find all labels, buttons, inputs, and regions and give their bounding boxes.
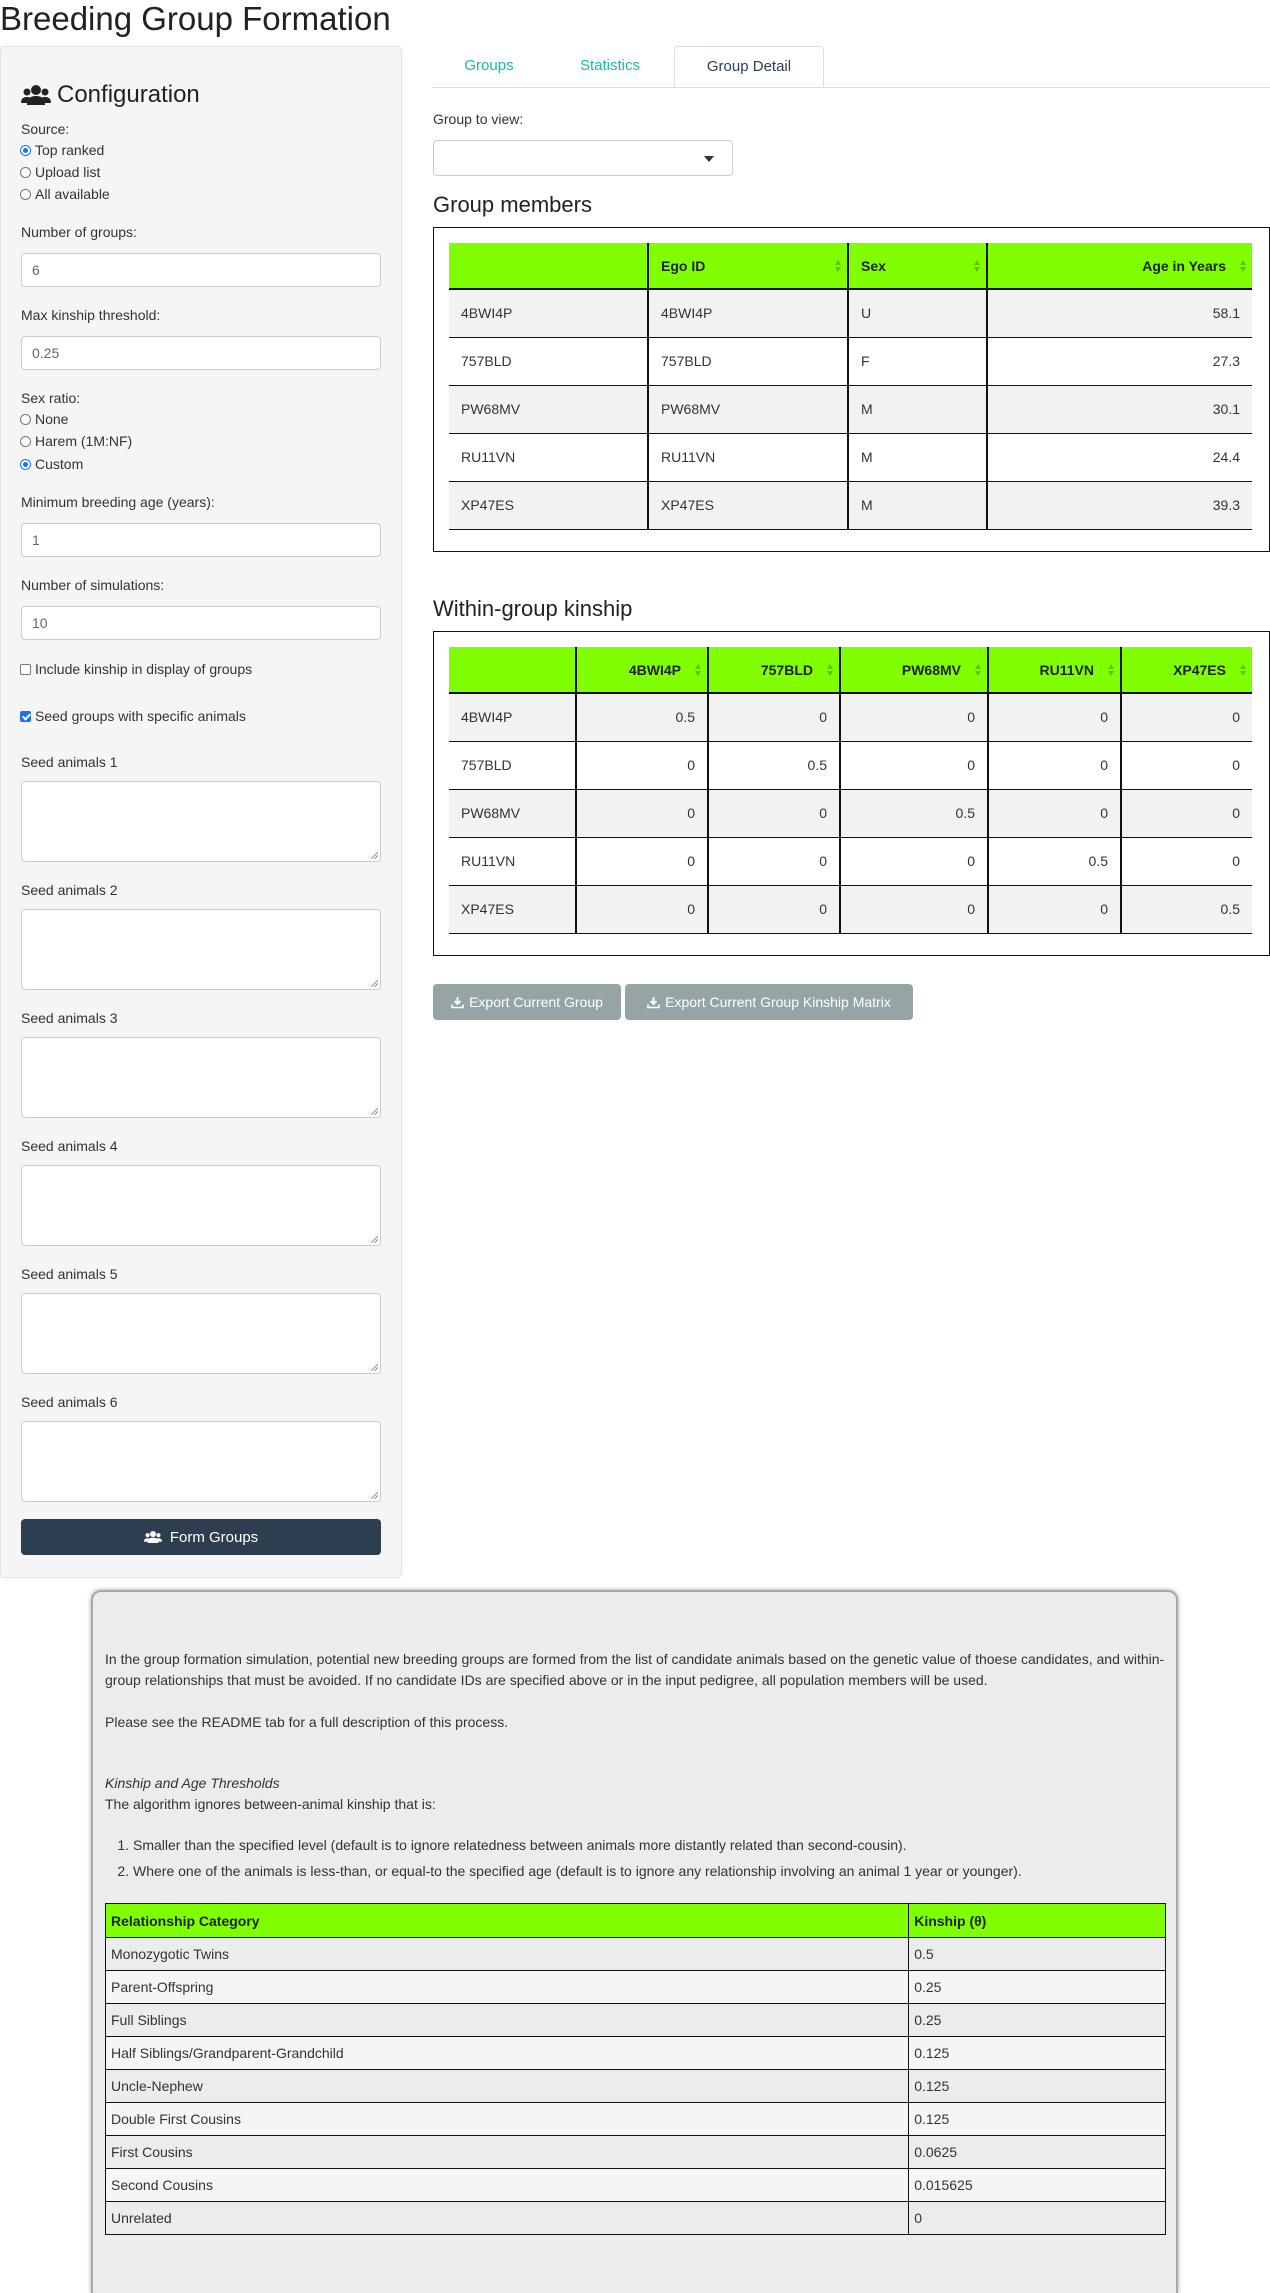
tab-groups[interactable]: Groups (464, 57, 514, 74)
table-cell: 0 (840, 837, 988, 885)
table-row (106, 2103, 1166, 2136)
sex-ratio-option-custom[interactable]: Custom (20, 456, 83, 472)
column-header-ru11vn[interactable]: RU11VN (988, 647, 1121, 693)
table-cell: PW68MV (449, 789, 576, 837)
include-kinship-checkbox[interactable]: Include kinship in display of groups (20, 661, 252, 677)
column-header-age[interactable]: Age in Years (987, 243, 1252, 289)
table-cell: M (848, 481, 987, 529)
table-cell: 27.3 (987, 337, 1252, 385)
num-groups-input[interactable]: 6 (21, 253, 381, 287)
min-age-label: Minimum breeding age (years): (21, 494, 215, 510)
table-cell: 0.125 (909, 2103, 1166, 2136)
tab-statistics[interactable]: Statistics (579, 57, 640, 74)
table-cell: Unrelated (106, 2202, 909, 2235)
table-row (449, 789, 1252, 837)
table-cell: Parent-Offspring (106, 1971, 909, 2004)
sort-icon[interactable] (1240, 260, 1246, 273)
export-kinship-matrix-button[interactable]: Export Current Group Kinship Matrix (625, 984, 913, 1020)
table-cell: 0 (1121, 837, 1252, 885)
source-option-upload-list[interactable]: Upload list (20, 164, 100, 180)
table-cell: Second Cousins (106, 2169, 909, 2202)
table-cell: 0 (708, 885, 840, 933)
table-row (106, 2037, 1166, 2070)
table-cell: 0.25 (909, 1971, 1166, 2004)
table-row (449, 385, 1252, 433)
table-cell: 0.5 (576, 693, 708, 741)
table-cell: 0.5 (988, 837, 1121, 885)
export-current-group-button[interactable]: Export Current Group (433, 984, 621, 1020)
table-cell: 0.5 (840, 789, 988, 837)
thresholds-list (105, 1832, 1173, 1884)
table-cell: F (848, 337, 987, 385)
table-cell: First Cousins (106, 2136, 909, 2169)
source-label: Source: (21, 121, 70, 137)
seed-animals-1-label: Seed animals 1 (21, 754, 118, 770)
min-age-input[interactable]: 1 (21, 523, 381, 557)
sort-icon[interactable] (974, 260, 980, 273)
readme-paragraph: Please see the README tab for a full description of this process. (105, 1714, 509, 1730)
table-row (106, 1971, 1166, 2004)
table-cell: Half Siblings/Grandparent-Grandchild (106, 2037, 909, 2070)
table-cell: 0.25 (909, 2004, 1166, 2037)
table-cell: PW68MV (648, 385, 848, 433)
table-row (449, 885, 1252, 933)
table-cell: RU11VN (449, 433, 648, 481)
page-title: Breeding Group Formation (0, 0, 391, 37)
table-cell: 0 (988, 741, 1121, 789)
seed-animals-4-label: Seed animals 4 (21, 1138, 118, 1154)
group-select-label: Group to view: (433, 111, 524, 127)
table-cell: 4BWI4P (449, 693, 576, 741)
radio-icon[interactable] (20, 414, 31, 425)
checkbox-icon[interactable] (20, 664, 31, 675)
kinship-heading: Within-group kinship (433, 596, 633, 621)
table-cell: 0 (708, 789, 840, 837)
form-groups-button[interactable]: Form Groups (21, 1519, 381, 1555)
table-cell: 24.4 (987, 433, 1252, 481)
table-cell: 30.1 (987, 385, 1252, 433)
table-row (449, 693, 1252, 741)
table-cell: Uncle-Nephew (106, 2070, 909, 2103)
users-icon (21, 84, 51, 106)
table-cell: 0 (988, 789, 1121, 837)
table-cell: XP47ES (449, 885, 576, 933)
radio-icon[interactable] (20, 436, 31, 447)
column-header-4bwi4p[interactable]: 4BWI4P (576, 647, 708, 693)
column-header[interactable] (449, 243, 648, 289)
sort-icon[interactable] (835, 260, 841, 273)
table-row (106, 2169, 1166, 2202)
sort-icon[interactable] (695, 664, 701, 677)
table-cell: 0 (840, 693, 988, 741)
description-paragraph: In the group formation simulation, potential new breeding groups are formed from the list of candidate animals based on the genetic value of thoese candidates, and within-group relationships that must be avoided. If no candidate IDs are specified above or in the input pedigree, all population members will be used. (105, 1651, 1165, 1688)
table-cell: 39.3 (987, 481, 1252, 529)
num-groups-label: Number of groups: (21, 224, 137, 240)
group-select[interactable] (433, 140, 733, 176)
seed-animals-5-label: Seed animals 5 (21, 1266, 118, 1282)
table-cell: RU11VN (449, 837, 576, 885)
download-icon (647, 996, 660, 1009)
table-cell: 757BLD (449, 741, 576, 789)
num-sims-input[interactable]: 10 (21, 606, 381, 640)
table-cell: 0.5 (708, 741, 840, 789)
list-item: 2. Where one of the animals is less-than, or equal-to the specified age (default is to ignore any relationship involving an animal 1 year or younger). (133, 1858, 1173, 1884)
relationship-table (105, 1903, 1166, 2235)
group-members-table (449, 243, 1252, 530)
table-cell: 0.0625 (909, 2136, 1166, 2169)
column-header-xp47es[interactable]: XP47ES (1121, 647, 1252, 693)
table-row (106, 2202, 1166, 2235)
table-cell: 0.015625 (909, 2169, 1166, 2202)
caret-down-icon[interactable] (704, 156, 714, 162)
kinship-matrix-table (449, 647, 1252, 934)
table-row (449, 741, 1252, 789)
table-cell: 757BLD (449, 337, 648, 385)
table-cell: PW68MV (449, 385, 648, 433)
table-row (449, 837, 1252, 885)
sort-icon[interactable] (975, 664, 981, 677)
sex-ratio-label: Sex ratio: (21, 390, 81, 406)
table-cell: 0 (988, 693, 1121, 741)
column-header-757bld[interactable]: 757BLD (708, 647, 840, 693)
table-cell: 58.1 (987, 289, 1252, 337)
column-header-pw68mv[interactable]: PW68MV (840, 647, 988, 693)
table-cell: 0 (576, 741, 708, 789)
seed-animals-2-textarea[interactable] (21, 909, 381, 990)
seed-animals-6-textarea[interactable] (21, 1421, 381, 1502)
radio-icon[interactable] (20, 189, 31, 200)
seed-animals-3-label: Seed animals 3 (21, 1010, 118, 1026)
seed-animals-1-textarea[interactable] (21, 781, 381, 862)
table-cell: 0 (1121, 693, 1252, 741)
table-cell: 0 (909, 2202, 1166, 2235)
table-cell: 0 (576, 837, 708, 885)
table-row (449, 289, 1252, 337)
sex-ratio-option-none[interactable]: None (20, 411, 68, 427)
table-cell: M (848, 385, 987, 433)
table-cell: 0 (840, 741, 988, 789)
users-icon (144, 1530, 162, 1544)
table-cell: XP47ES (449, 481, 648, 529)
configuration-title: Configuration (21, 80, 200, 110)
table-row (449, 433, 1252, 481)
table-cell: 0.125 (909, 2037, 1166, 2070)
kinship-threshold-input[interactable]: 0.25 (21, 336, 381, 370)
seed-groups-checkbox[interactable]: Seed groups with specific animals (20, 708, 246, 724)
column-header-sex[interactable]: Sex (848, 243, 987, 289)
table-cell: 0 (576, 789, 708, 837)
group-members-heading: Group members (433, 192, 592, 217)
table-cell: 0.5 (1121, 885, 1252, 933)
table-cell: Monozygotic Twins (106, 1938, 909, 1971)
sort-icon[interactable] (827, 664, 833, 677)
table-cell: 0 (576, 885, 708, 933)
column-header-ego-id[interactable]: Ego ID (648, 243, 848, 289)
thresholds-subtitle: Kinship and Age Thresholds (105, 1775, 280, 1791)
source-option-all-available[interactable]: All available (20, 186, 110, 202)
sex-ratio-option-harem[interactable]: Harem (1M:NF) (20, 433, 132, 449)
download-icon (451, 996, 464, 1009)
table-cell: 0.5 (909, 1938, 1166, 1971)
list-item: 1. Smaller than the specified level (default is to ignore relatedness between animals more distantly related than second-cousin). (133, 1832, 1173, 1858)
column-header-relationship: Relationship Category (106, 1904, 909, 1938)
table-cell: Full Siblings (106, 2004, 909, 2037)
table-cell: U (848, 289, 987, 337)
table-cell: Double First Cousins (106, 2103, 909, 2136)
radio-icon[interactable] (20, 459, 31, 470)
checkbox-icon[interactable] (20, 711, 31, 722)
table-row (449, 337, 1252, 385)
table-row (106, 2070, 1166, 2103)
seed-animals-3-textarea[interactable] (21, 1037, 381, 1118)
tab-bar (432, 46, 1270, 88)
table-cell: 0 (708, 693, 840, 741)
sort-icon[interactable] (1108, 664, 1114, 677)
description-panel (91, 1590, 1178, 2293)
table-cell: M (848, 433, 987, 481)
kinship-threshold-label: Max kinship threshold: (21, 307, 161, 323)
radio-icon[interactable] (20, 167, 31, 178)
table-row (449, 481, 1252, 529)
table-cell: XP47ES (648, 481, 848, 529)
table-cell: 0 (708, 837, 840, 885)
thresholds-intro: The algorithm ignores between-animal kinship that is: (105, 1796, 436, 1812)
table-row (106, 2136, 1166, 2169)
table-cell: 4BWI4P (648, 289, 848, 337)
table-row (106, 2004, 1166, 2037)
table-row (106, 1938, 1166, 1971)
seed-animals-4-textarea[interactable] (21, 1165, 381, 1246)
table-cell: 0 (1121, 789, 1252, 837)
table-cell: 0 (840, 885, 988, 933)
table-cell: 4BWI4P (449, 289, 648, 337)
seed-animals-6-label: Seed animals 6 (21, 1394, 118, 1410)
table-cell: 0 (1121, 741, 1252, 789)
column-header-kinship: Kinship (θ) (909, 1904, 1166, 1938)
tab-group-detail[interactable]: Group Detail (674, 46, 824, 87)
table-cell: 0.125 (909, 2070, 1166, 2103)
sort-icon[interactable] (1240, 664, 1246, 677)
num-sims-label: Number of simulations: (21, 577, 165, 593)
radio-icon[interactable] (20, 145, 31, 156)
table-cell: 0 (988, 885, 1121, 933)
seed-animals-2-label: Seed animals 2 (21, 882, 118, 898)
table-cell: 757BLD (648, 337, 848, 385)
table-cell: RU11VN (648, 433, 848, 481)
source-option-top-ranked[interactable]: Top ranked (20, 142, 104, 158)
seed-animals-5-textarea[interactable] (21, 1293, 381, 1374)
column-header[interactable] (449, 647, 576, 693)
